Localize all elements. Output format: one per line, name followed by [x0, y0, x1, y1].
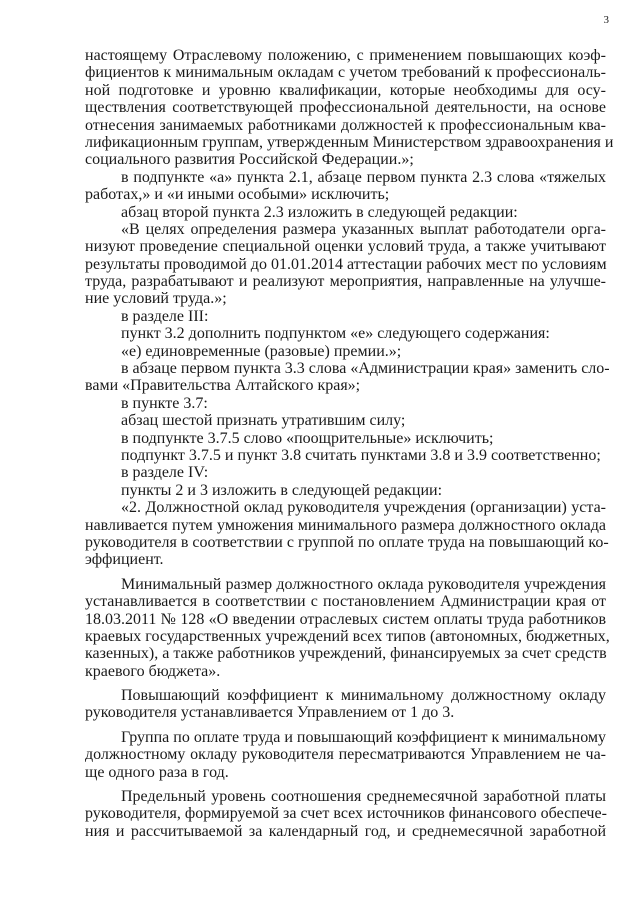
text-line: руководителя в соответствии с группой по оплате труда на повышающий ко-	[85, 533, 609, 551]
text-line: навливается путем умножения минимального размера должностного оклада	[85, 516, 606, 534]
text-line: ществления соответствующей профессиональной деятельности, на основе	[85, 99, 606, 117]
text-line: 18.03.2011 № 128 «О введении отраслевых систем оплаты труда работников	[85, 610, 606, 628]
text-line: настоящему Отраслевому положению, с применением повышающих коэф-	[85, 47, 606, 64]
text-line: вами «Правительства Алтайского края»;	[85, 377, 361, 395]
text-line: руководителя устанавливается Управлением от 1 до 3.	[85, 704, 455, 722]
text-line: в разделе IV:	[121, 464, 209, 482]
text-line: в абзаце первом пункта 3.3 слова «Администрации края» заменить сло-	[121, 360, 610, 378]
text-line: ние условий труда.»;	[85, 290, 227, 308]
text-line: в пункте 3.7:	[121, 394, 208, 412]
text-line: социального развития Российской Федерации.»;	[85, 151, 414, 169]
text-line: абзац шестой признать утратившим силу;	[121, 412, 406, 430]
text-line: ще одного раза в год.	[85, 763, 229, 781]
text-line: Минимальный размер должностного оклада руководителя учреждения	[121, 575, 606, 593]
text-line: ния и рассчитываемой за календарный год, и среднемесячной заработной	[85, 822, 606, 840]
text-line: краевого бюджета».	[85, 662, 221, 680]
text-line: «е) единовременные (разовые) премии.»;	[121, 342, 402, 360]
text-line: эффициент.	[85, 551, 164, 569]
text-line: ной подготовке и уровню квалификации, которые необходимы для осу-	[85, 81, 606, 99]
text-line: Повышающий коэффициент к минимальному должностному окладу	[121, 687, 606, 705]
text-line: низуют проведение специальной оценки условий труда, а также учитывают	[85, 238, 606, 256]
text-line: труда, разрабатывают и реализуют мероприятия, направленные на улучше-	[85, 273, 606, 291]
text-line: краевых государственных учреждений всех типов (автономных, бюджетных,	[85, 627, 610, 645]
text-line: Предельный уровень соотношения среднемесячной заработной платы	[121, 788, 606, 806]
text-line: руководителя, формируемой за счет всех источников финансового обеспече-	[85, 805, 607, 823]
text-line: должностному окладу руководителя пересматриваются Управлением не ча-	[85, 746, 606, 764]
text-line: пункт 3.2 дополнить подпунктом «е» следующего содержания:	[121, 325, 550, 343]
text-line: казенных), а также работников учреждений, финансируемых за счет средств	[85, 645, 607, 663]
page-number: 3	[603, 14, 609, 26]
text-line: Группа по оплате труда и повышающий коэффициент к минимальному	[121, 728, 607, 746]
text-line: «2. Должностной оклад руководителя учреждения (организации) уста-	[121, 499, 606, 517]
text-line: в разделе III:	[121, 307, 209, 325]
text-line: устанавливается в соответствии с постановлением Администрации края от	[85, 593, 606, 611]
text-line: лификационным группам, утвержденным Министерством здравоохранения и	[85, 133, 614, 151]
text-line: фициентов к минимальным окладам с учетом требований к профессиональ-	[85, 64, 606, 82]
text-line: работах,» и «и иными особыми» исключить;	[85, 186, 390, 204]
text-line: отнесения занимаемых работниками должностей к профессиональным ква-	[85, 116, 606, 134]
text-line: в подпункте 3.7.5 слово «поощрительные» исключить;	[121, 429, 494, 447]
text-line: «В целях определения размера указанных выплат работодатели орга-	[121, 220, 606, 238]
text-line: результаты проводимой до 01.01.2014 аттестации рабочих мест по условиям	[85, 255, 607, 273]
text-line: подпункт 3.7.5 и пункт 3.8 считать пунктами 3.8 и 3.9 соответственно;	[121, 446, 601, 464]
document-body	[85, 47, 614, 840]
text-line: абзац второй пункта 2.3 изложить в следующей редакции:	[121, 203, 518, 221]
text-line: в подпункте «а» пункта 2.1, абзаце первом пункта 2.3 слова «тяжелых	[121, 168, 606, 186]
text-line: пункты 2 и 3 изложить в следующей редакции:	[121, 481, 443, 499]
